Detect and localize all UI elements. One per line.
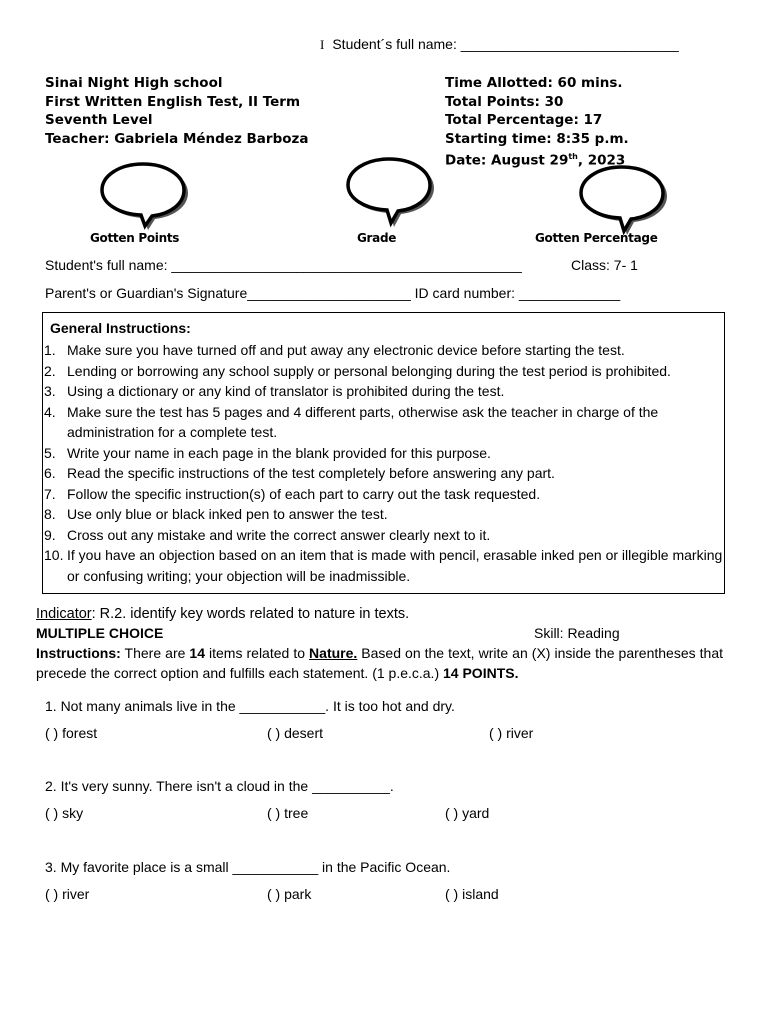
gotten-percentage-bubble-icon: [576, 163, 672, 237]
skill-label: Skill: Reading: [534, 625, 620, 641]
list-item: 6. Read the specific instructions of the test completely before answering any part.: [44, 465, 555, 481]
top-student-name-label: Student´s full name:: [332, 36, 457, 52]
school-info: [45, 74, 308, 148]
q3-option-park[interactable]: ( ) park: [267, 886, 312, 902]
test-date: Date: August 29th, 2023: [445, 152, 626, 169]
list-item: 4. Make sure the test has 5 pages and 4 different parts, otherwise ask the teacher in charge of the administration for a complete test.: [44, 403, 659, 440]
indicator-label: Indicator: [36, 606, 92, 622]
student-name-label: Student's full name:: [45, 257, 168, 273]
general-instructions-title: General Instructions:: [50, 320, 191, 336]
class-label: Class: 7- 1: [571, 257, 638, 273]
total-points: Total Points: 30: [445, 93, 564, 110]
general-instructions-list: [44, 340, 724, 586]
q1-option-forest[interactable]: ( ) forest: [45, 725, 98, 741]
list-item: 7. Follow the specific instruction(s) of each part to carry out the task requested.: [44, 485, 541, 502]
q1-option-river[interactable]: ( ) river: [489, 725, 534, 741]
list-item: 3. Using a dictionary or any kind of translator is prohibited during the test.: [44, 383, 505, 399]
level: Seventh Level: [45, 112, 153, 128]
list-item: 5. Write your name in each page in the blank provided for this purpose.: [44, 444, 491, 461]
grade-label: Grade: [357, 231, 397, 245]
question-3: 3. My favorite place is a small ___________ in the Pacific Ocean.: [45, 859, 451, 875]
gotten-points-bubble-icon: [98, 160, 194, 232]
top-student-name-line: [320, 36, 679, 53]
indicator-text: : R.2. identify key words related to nature in texts.: [91, 606, 410, 622]
q1-option-desert[interactable]: ( ) desert: [267, 725, 324, 741]
gotten-points-label: Gotten Points: [90, 231, 180, 245]
parent-signature-line: [45, 285, 620, 301]
list-item: 2. Lending or borrowing any school supply or personal belonging during the test period is prohibited.: [44, 362, 671, 379]
gotten-percentage-label: Gotten Percentage: [535, 231, 658, 245]
top-student-name-blank[interactable]: ____________________________: [460, 36, 679, 52]
test-info: [445, 74, 629, 170]
q3-option-island[interactable]: ( ) island: [445, 886, 499, 902]
id-card-blank[interactable]: _____________: [518, 285, 621, 301]
q3-option-river[interactable]: ( ) river: [45, 886, 90, 902]
parent-signature-blank[interactable]: _____________________: [247, 285, 411, 301]
section-instructions: Instructions: There are 14 items related to Nature. Based on the text, write an (X) inside the parentheses that precede the correct option and fulfills each statement. (1 p.e.c.a.) 14 POINTS.: [36, 645, 723, 681]
test-title: First Written English Test, II Term: [45, 93, 301, 110]
school-name: Sinai Night High school: [45, 75, 223, 91]
question-2: 2. It's very sunny. There isn't a cloud in the __________.: [45, 778, 394, 794]
total-percentage: Total Percentage: 17: [445, 112, 603, 128]
question-1: 1. Not many animals live in the ___________. It is too hot and dry.: [45, 698, 455, 714]
indicator: [36, 606, 409, 622]
student-name-blank[interactable]: _____________________________________________: [171, 257, 522, 273]
q2-option-tree[interactable]: ( ) tree: [267, 805, 309, 821]
list-item: 8. Use only blue or black inked pen to answer the test.: [44, 506, 388, 522]
list-item: 9. Cross out any mistake and write the correct answer clearly next to it.: [44, 526, 491, 543]
starting-time: Starting time: 8:35 p.m.: [445, 130, 629, 147]
time-allotted: Time Allotted: 60 mins.: [445, 75, 623, 91]
parent-signature-label: Parent's or Guardian's Signature: [45, 285, 248, 301]
list-item: 1. Make sure you have turned off and put away any electronic device before starting the test.: [44, 342, 625, 358]
section-title: MULTIPLE CHOICE: [36, 625, 164, 641]
q2-option-yard[interactable]: ( ) yard: [445, 805, 490, 821]
list-item: 10. If you have an objection based on an item that is made with pencil, erasable inked pen or illegible marking or confusing writing; your objection will be inadmissible.: [44, 547, 723, 584]
id-card-label: ID card number:: [414, 285, 516, 301]
student-name-line: [45, 257, 522, 273]
teacher: Teacher: Gabriela Méndez Barboza: [45, 130, 309, 147]
page-marker: I: [320, 37, 325, 52]
grade-bubble-icon: [342, 155, 440, 229]
q2-option-sky[interactable]: ( ) sky: [45, 805, 84, 821]
